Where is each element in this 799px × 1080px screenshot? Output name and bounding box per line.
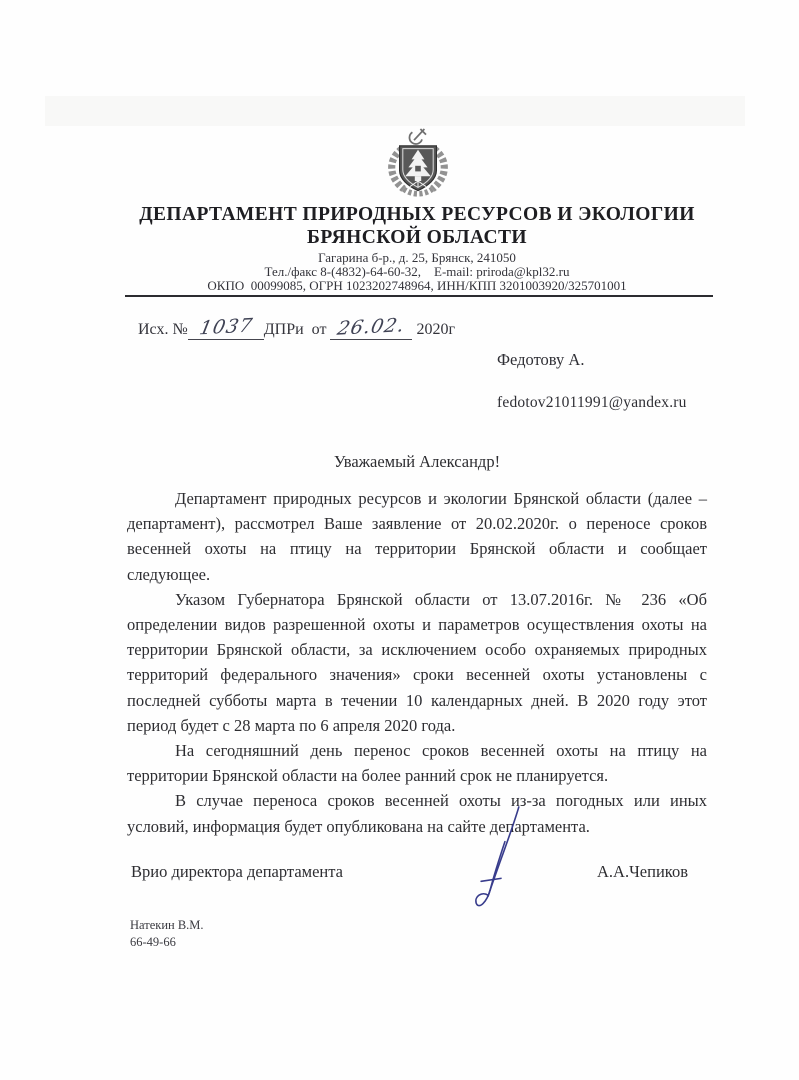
org-name	[60, 203, 774, 249]
coat-of-arms-icon	[378, 124, 458, 206]
ref-from-label: от	[311, 321, 327, 338]
executor-name: Натекин В.М.	[130, 918, 204, 932]
org-registration-codes: ОКПО 00099085, ОГРН 1023202748964, ИНН/КПП 3201003920/325701001	[207, 278, 627, 294]
body-paragraph: В случае переноса сроков весенней охоты из-за погодных или иных условий, информация будет опубликована на сайте департамента.	[127, 791, 707, 836]
ref-date-blank	[330, 314, 412, 340]
letterhead-divider	[125, 295, 713, 297]
executor-block	[130, 917, 204, 951]
signer-name: А.А.Чепиков	[597, 862, 689, 881]
recipient-block	[497, 350, 687, 412]
signer-position-title: Врио директора департамента	[131, 862, 343, 881]
scan-artifact-band	[45, 96, 745, 126]
ref-number-blank	[188, 314, 264, 340]
ref-department-code: ДПРи	[263, 321, 304, 338]
letter-body	[127, 486, 707, 839]
org-address: Гагарина б-р., д. 25, Брянск, 241050	[318, 250, 516, 265]
salutation: Уважаемый Александр!	[333, 452, 501, 471]
ref-year: 2020г	[416, 321, 455, 338]
executor-phone: 66-49-66	[130, 935, 176, 949]
letterhead-contacts	[60, 251, 774, 294]
body-paragraph: На сегодняшний день перенос сроков весенней охоты на птицу на территории Брянской области на более ранний срок не планируется.	[127, 741, 707, 786]
handwritten-ref-date: 26.02.	[335, 314, 408, 340]
handwritten-ref-number: 1037	[197, 314, 255, 340]
body-paragraph: Департамент природных ресурсов и экологии Брянской области (далее – департамент), рассмотрел Ваше заявление от 20.02.2020г. о переносе сроков весенней охоты на птицу на территории Брянской области и сообщает следующее.	[127, 489, 707, 584]
body-paragraph: Указом Губернатора Брянской области от 13.07.2016г. № 236 «Об определении видов разрешенной охоты и параметров осуществления охоты на территории Брянской области, за исключением особо охраняемых природных территорий федерального значения» сроки весенней охоты установлены с последней субботы марта в течении 10 календарных дней. В 2020 году этот период будет с 28 марта по 6 апреля 2020 года.	[127, 589, 707, 735]
org-name-line1: ДЕПАРТАМЕНТ ПРИРОДНЫХ РЕСУРСОВ И ЭКОЛОГИИ	[139, 204, 695, 225]
recipient-name: Федотову А.	[497, 350, 585, 369]
hammer-sickle-icon	[409, 129, 426, 144]
org-name-line2: БРЯНСКОЙ ОБЛАСТИ	[307, 227, 527, 248]
outgoing-reference-line	[138, 314, 455, 340]
org-phone-email: Тел./факс 8-(4832)-64-60-32, E-mail: priroda@kpl32.ru	[264, 264, 570, 280]
handwritten-signature-icon	[466, 804, 528, 918]
ref-prefix: Исх. №	[138, 321, 188, 338]
recipient-email: fedotov21011991@yandex.ru	[497, 394, 687, 411]
